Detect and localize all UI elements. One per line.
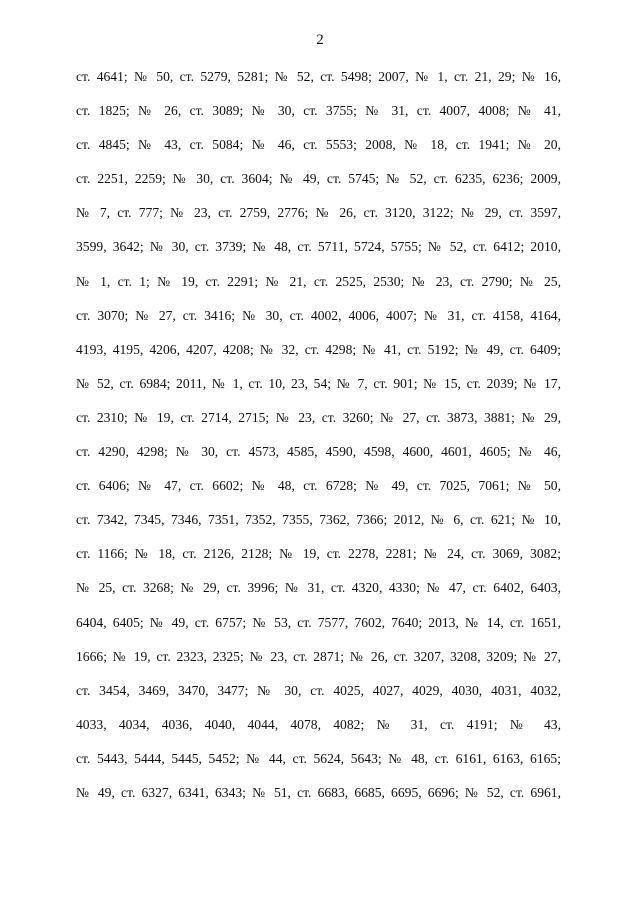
text-line: ст. 5443, 5444, 5445, 5452; № 44, ст. 5624, 5643; № 48, ст. 6161, 6163, 6165; xyxy=(76,750,561,766)
text-line: ст. 2310; № 19, ст. 2714, 2715; № 23, ст. 3260; № 27, ст. 3873, 3881; № 29, xyxy=(76,409,561,425)
text-line: ст. 4641; № 50, ст. 5279, 5281; № 52, ст. 5498; 2007, № 1, ст. 21, 29; № 16, xyxy=(76,69,561,84)
text-line: № 49, ст. 6327, 6341, 6343; № 51, ст. 6683, 6685, 6695, 6696; № 52, ст. 6961, xyxy=(76,784,561,800)
text-line: 4193, 4195, 4206, 4207, 4208; № 32, ст. 4298; № 41, ст. 5192; № 49, ст. 6409; xyxy=(76,341,561,357)
text-line: № 52, ст. 6984; 2011, № 1, ст. 10, 23, 54; № 7, ст. 901; № 15, ст. 2039; № 17, xyxy=(76,375,561,391)
text-line: 1666; № 19, ст. 2323, 2325; № 23, ст. 2871; № 26, ст. 3207, 3208, 3209; № 27, xyxy=(76,648,561,664)
text-line: ст. 4845; № 43, ст. 5084; № 46, ст. 5553; 2008, № 18, ст. 1941; № 20, xyxy=(76,137,561,153)
text-line: 3599, 3642; № 30, ст. 3739; № 48, ст. 5711, 5724, 5755; № 52, ст. 6412; 2010, xyxy=(76,239,561,255)
text-line: ст. 7342, 7345, 7346, 7351, 7352, 7355, 7362, 7366; 2012, № 6, ст. 621; № 10, xyxy=(76,512,561,528)
text-line: № 25, ст. 3268; № 29, ст. 3996; № 31, ст. 4320, 4330; № 47, ст. 6402, 6403, xyxy=(76,580,561,596)
text-line: 4033, 4034, 4036, 4040, 4044, 4078, 4082; № 31, ст. 4191; № 43, xyxy=(76,716,561,732)
body-text xyxy=(76,66,561,816)
text-line: № 1, ст. 1; № 19, ст. 2291; № 21, ст. 2525, 2530; № 23, ст. 2790; № 25, xyxy=(76,273,561,289)
text-line: № 7, ст. 777; № 23, ст. 2759, 2776; № 26, ст. 3120, 3122; № 29, ст. 3597, xyxy=(76,205,561,221)
text-line: ст. 2251, 2259; № 30, ст. 3604; № 49, ст. 5745; № 52, ст. 6235, 6236; 2009, xyxy=(76,171,561,187)
text-line: ст. 1166; № 18, ст. 2126, 2128; № 19, ст. 2278, 2281; № 24, ст. 3069, 3082; xyxy=(76,546,561,562)
text-line: ст. 3070; № 27, ст. 3416; № 30, ст. 4002, 4006, 4007; № 31, ст. 4158, 4164, xyxy=(76,307,561,323)
text-line: ст. 3454, 3469, 3470, 3477; № 30, ст. 4025, 4027, 4029, 4030, 4031, 4032, xyxy=(76,682,561,698)
text-line: ст. 4290, 4298; № 30, ст. 4573, 4585, 4590, 4598, 4600, 4601, 4605; № 46, xyxy=(76,444,561,460)
page-number: 2 xyxy=(316,32,324,48)
text-line: ст. 6406; № 47, ст. 6602; № 48, ст. 6728; № 49, ст. 7025, 7061; № 50, xyxy=(76,478,561,494)
text-line: ст. 1825; № 26, ст. 3089; № 30, ст. 3755; № 31, ст. 4007, 4008; № 41, xyxy=(76,103,561,119)
text-line: 6404, 6405; № 49, ст. 6757; № 53, ст. 7577, 7602, 7640; 2013, № 14, ст. 1651, xyxy=(76,614,561,630)
